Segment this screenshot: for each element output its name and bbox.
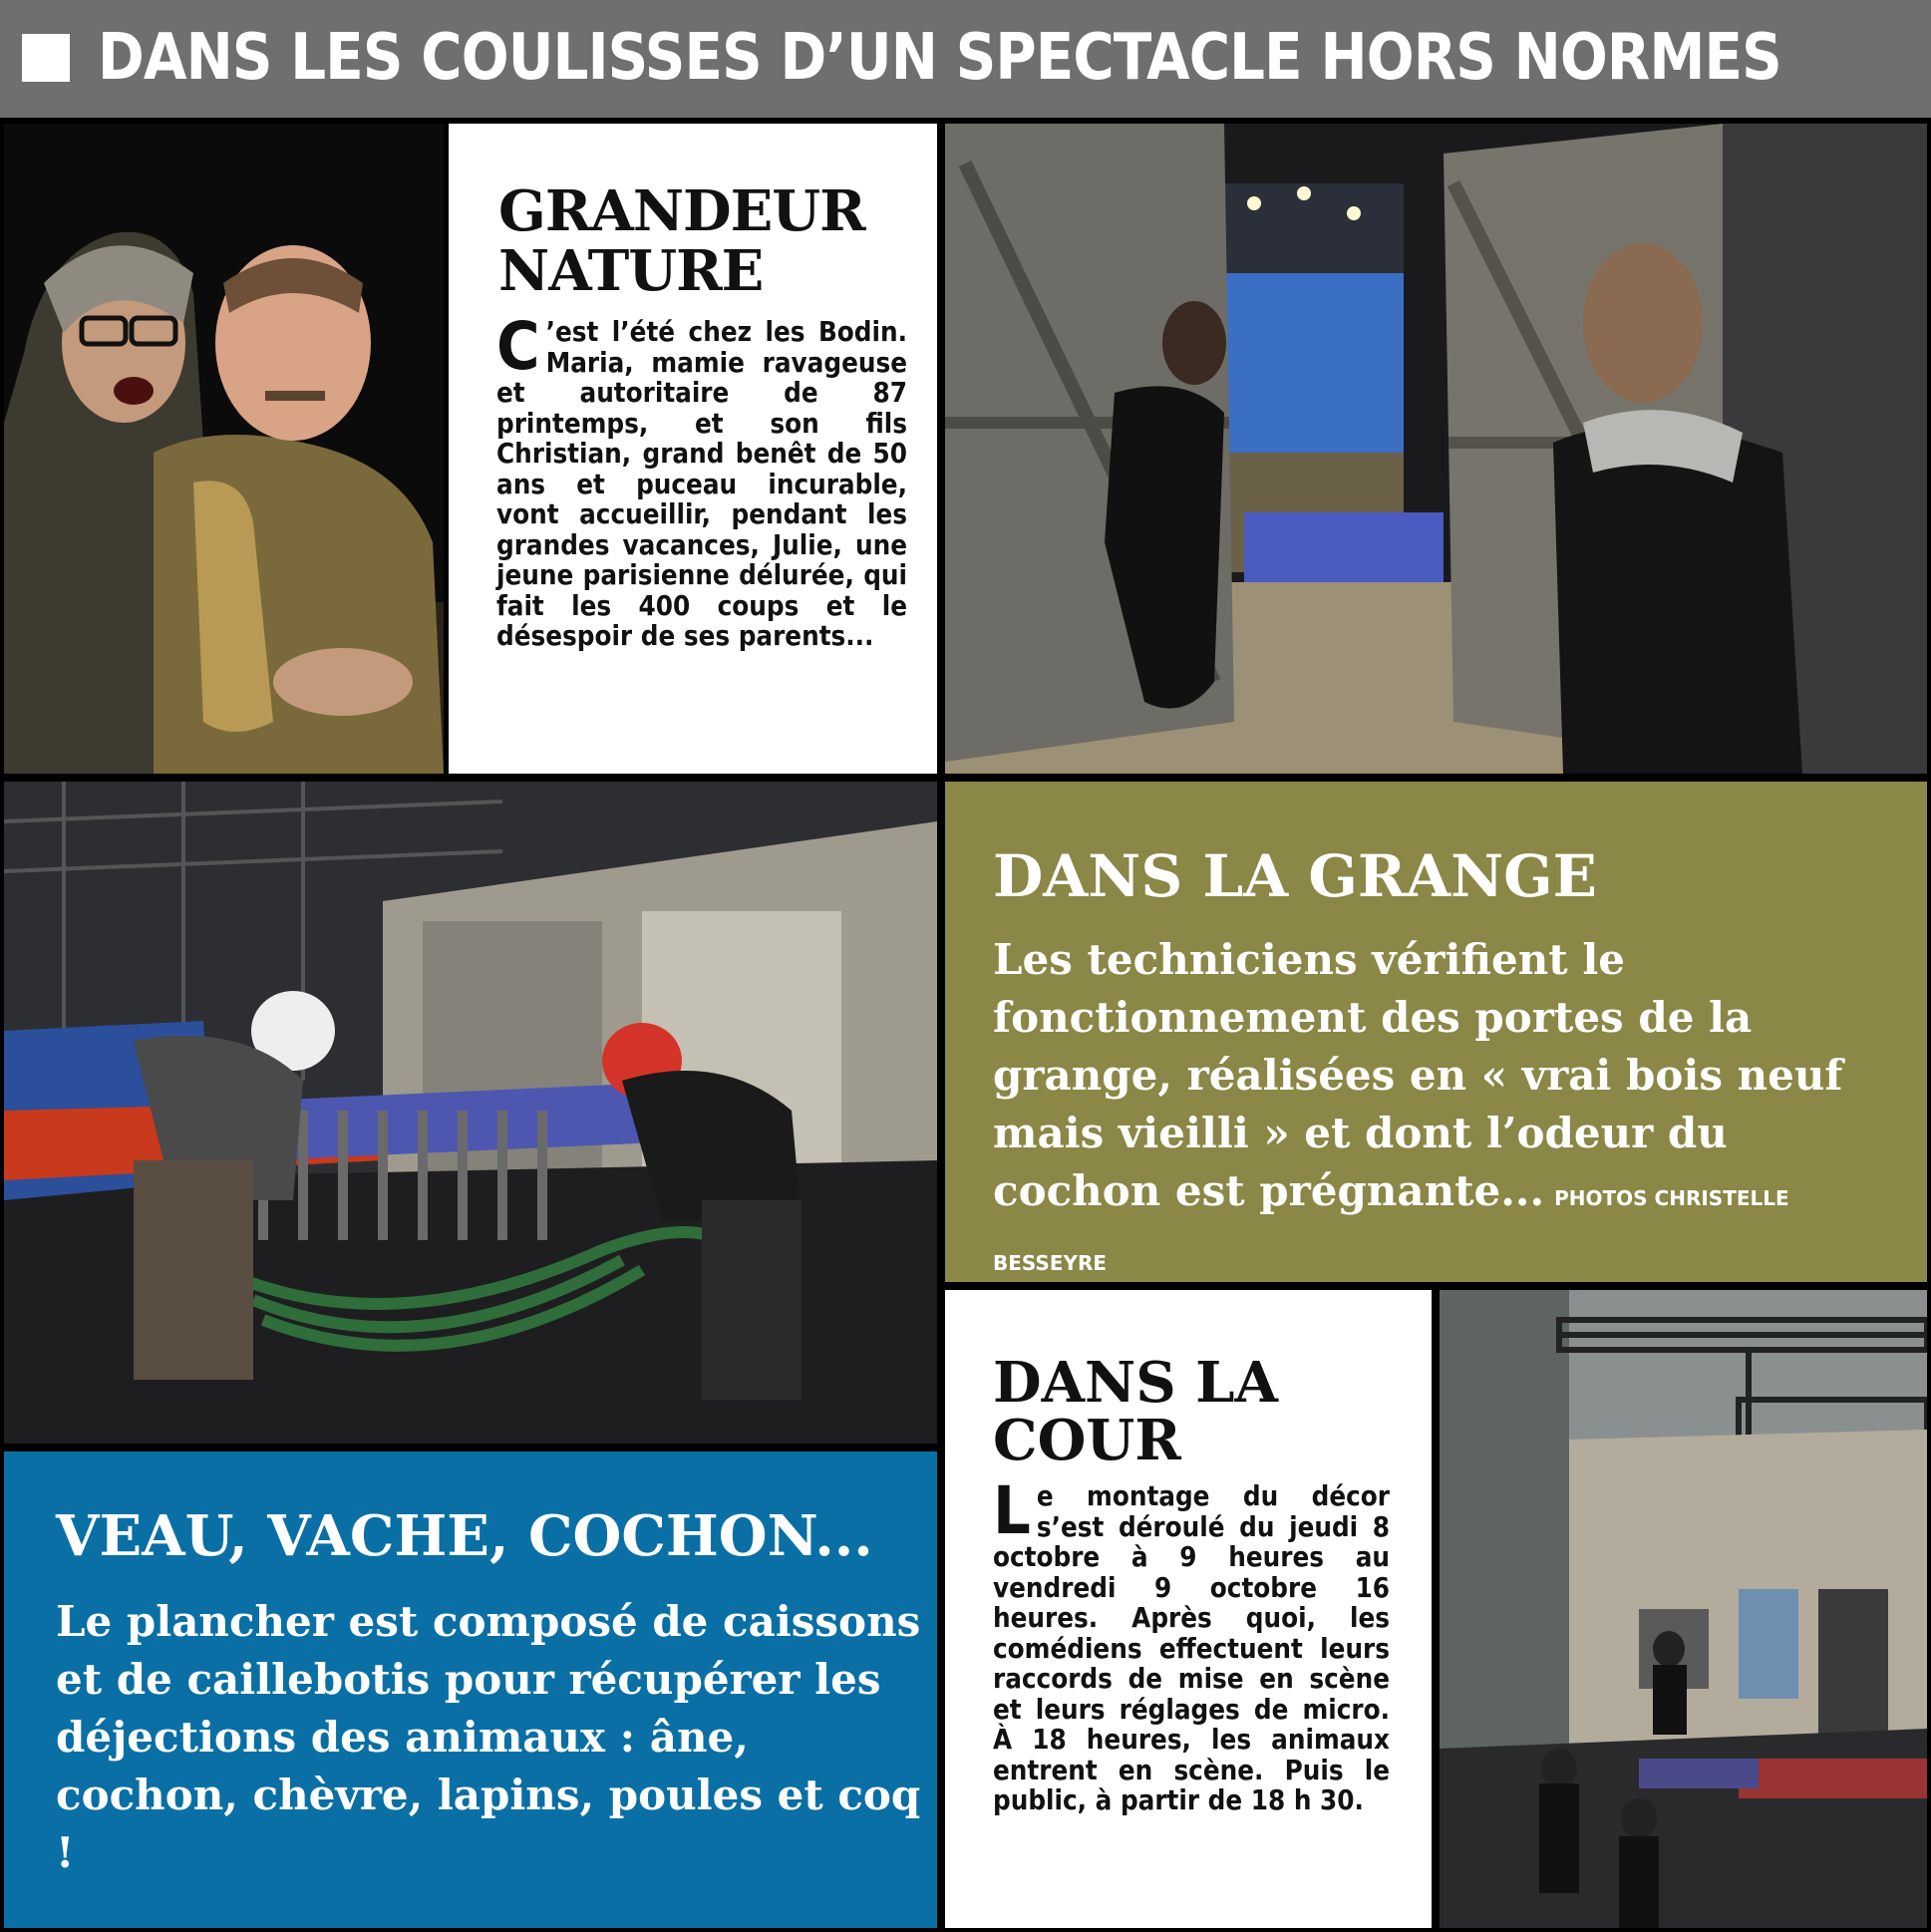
- title-line: DANS LA: [993, 1350, 1278, 1416]
- dans-la-cour-title: [993, 1350, 1278, 1473]
- photo-technicians-floor: [4, 782, 937, 1444]
- paragraph: e montage du décor s’est déroulé du jeudi 8 octobre à 9 heures au vendredi 9 octobre 16 heures. Après quoi, les comédiens effectuent leurs raccords de mise en scène et leurs réglages de micro. À 18 heures, les animaux entrent en scène. Puis le public, à partir de 18 h 30.: [993, 1480, 1390, 1816]
- photo-actors: [4, 124, 444, 774]
- photo-credit: PHOTOS CHRISTELLE BESSEYRE: [993, 1186, 1789, 1275]
- title-line: COUR: [993, 1408, 1181, 1473]
- title-line: GRANDEUR: [498, 178, 865, 244]
- grandeur-nature-text: [496, 308, 907, 652]
- title-line: NATURE: [498, 238, 764, 304]
- drop-cap: C: [496, 308, 540, 385]
- paragraph: ’est l’été chez les Bodin. Maria, mamie ravageuse et autoritaire de 87 printemps, et son fils Christian, grand benêt de 50 ans et puceau incurable, vont accueillir, pendant les grandes vacances, Julie, une jeune parisienne délurée, qui fait les 400 coups et le désespoir de ses parents...: [496, 316, 907, 652]
- paragraph: Les techniciens vérifient le fonctionnement des portes de la grange, réalisées en « vrai bois neuf mais vieilli » et dont l’odeur du cochon est prégnante...: [993, 935, 1843, 1215]
- header-banner: [0, 0, 1931, 118]
- veau-vache-cochon-panel: [4, 1451, 937, 1928]
- photo-courtyard: [1440, 1290, 1927, 1928]
- dans-la-grange-text: [993, 931, 1870, 1282]
- dans-la-cour-text: [993, 1472, 1390, 1816]
- dans-la-grange-panel: [945, 782, 1927, 1282]
- grandeur-nature-title: [498, 178, 865, 304]
- photo-barn-doors: [945, 124, 1927, 774]
- veau-vache-cochon-text: Le plancher est composé de caissons et de caillebotis pour récupérer les déjections des animaux : âne, cochon, chèvre, lapins, poules et coq !: [56, 1597, 921, 1877]
- veau-vache-cochon-title: VEAU, VACHE, COCHON...: [56, 1503, 873, 1569]
- grandeur-nature-panel: [449, 124, 937, 774]
- drop-cap: L: [993, 1472, 1031, 1549]
- square-bullet-icon: [22, 34, 70, 82]
- dans-la-cour-panel: [945, 1290, 1432, 1928]
- page-title: DANS LES COULISSES D’UN SPECTACLE HORS NORMES: [98, 21, 1781, 95]
- dans-la-grange-title: DANS LA GRANGE: [993, 842, 1597, 910]
